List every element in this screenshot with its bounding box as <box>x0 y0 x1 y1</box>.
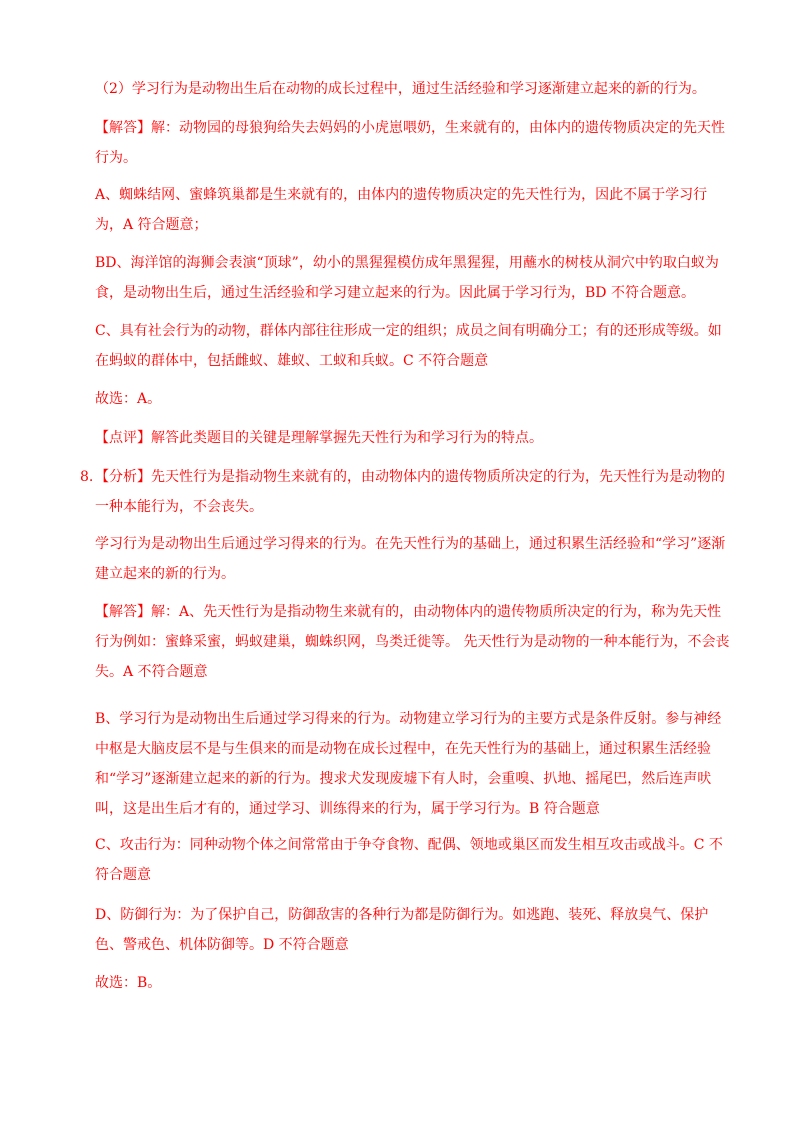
answer-7-option-c: C、具有社会行为的动物，群体内部往往形成一定的组织；成员之间有明确分工；有的还形成等级。如在蚂蚁的群体中，包括雌蚁、雄蚁、工蚁和兵蚁。C 不符合题意 <box>95 323 722 369</box>
answer-7-option-bd: BD、海洋馆的海狮会表演“顶球”，幼小的黑猩猩模仿成年黑猩猩，用蘸水的树枝从洞穴中钓取白蚁为食，是动物出生后，通过生活经验和学习建立起来的行为。因此属于学习行为，BD 不符合题意。 <box>95 255 719 301</box>
answer-8-analysis: 【分析】先天性行为是指动物生来就有的，由动物体内的遗传物质所决定的行为，先天性行为是动物的一种本能行为，不会丧失。 <box>95 469 725 515</box>
question-8-number: 8. <box>80 469 94 485</box>
answer-8-option-d: D、防御行为：为了保护自己，防御敌害的各种行为都是防御行为。如逃跑、装死、释放臭气、保护色、警戒色、机体防御等。D 不符合题意 <box>95 907 709 953</box>
answer-8-option-b: B、学习行为是动物出生后通过学习得来的行为。动物建立学习行为的主要方式是条件反射。参与神经中枢是大脑皮层不是与生俱来的而是动物在成长过程中，在先天性行为的基础上，通过积累生活经验和“学习”逐渐建立起来的新的行为。搜求犬发现废墟下有人时，会重嗅、扒地、摇尾巴，然后连声吠叫，这是出生后才有的，通过学习、训练得来的行为，属于学习行为。B 符合题意 <box>95 711 722 817</box>
answer-7-solution: 【解答】解：动物园的母狼狗给失去妈妈的小虎崽喂奶，生来就有的，由体内的遗传物质决定的先天性行为。 <box>95 120 725 166</box>
answer-7-point-2: （2）学习行为是动物出生后在动物的成长过程中，通过生活经验和学习逐渐建立起来的新的行为。 <box>95 81 706 97</box>
answer-7-option-a: A、蜘蛛结网、蜜蜂筑巢都是生来就有的，由体内的遗传物质决定的先天性行为，因此不属于学习行为，A 符合题意； <box>95 187 708 233</box>
answer-8-choice: 故选：B。 <box>95 975 162 991</box>
answer-7-comment: 【点评】解答此类题目的关键是理解掌握先天性行为和学习行为的特点。 <box>95 430 543 446</box>
answer-7-choice: 故选：A。 <box>95 391 162 407</box>
answer-8-option-a: 【解答】解：A、先天性行为是指动物生来就有的，由动物体内的遗传物质所决定的行为，称为先天性行为例如：蜜蜂采蜜，蚂蚁建巢，蜘蛛织网，鸟类迁徙等。 先天性行为是动物的一种本能行为，不会丧失。A 不符合题意 <box>95 604 730 680</box>
answer-8-option-c: C、攻击行为：同种动物个体之间常常由于争夺食物、配偶、领地或巢区而发生相互攻击或战斗。C 不符合题意 <box>95 837 723 883</box>
answer-8-learning-behavior: 学习行为是动物出生后通过学习得来的行为。在先天性行为的基础上，通过积累生活经验和“学习”逐渐建立起来的新的行为。 <box>95 536 726 582</box>
